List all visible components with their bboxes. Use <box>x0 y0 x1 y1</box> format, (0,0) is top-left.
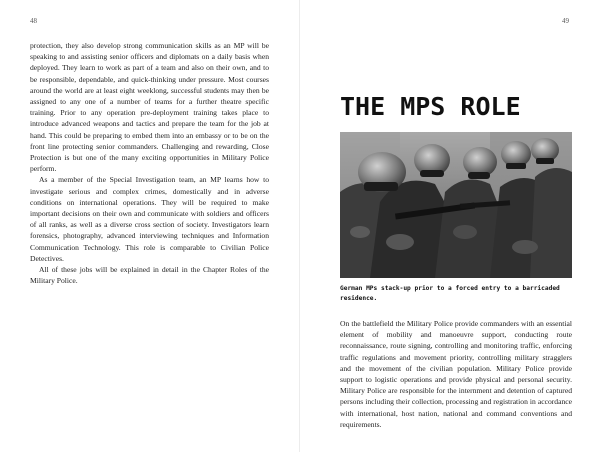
chapter-title: THE MPS ROLE <box>340 92 521 121</box>
soldiers-photo <box>340 132 572 278</box>
right-page-number: 49 <box>562 17 569 25</box>
left-paragraph-1: protection, they also develop strong communication skills as an MP will be speaking to and assisting senior officers and diplomats on a daily basis when deployed. They learn to work as part of a team and also on their own, and to be responsible, dependable, and quick-thinking under pressure. Most courses around the world are at least eight weeklong, successful students may then be assigned to any one of a number of teams for a further theatre specific training. Prior to any operation pre-deployment training takes place to introduce advanced weapons and tactics and prepare the team for the job at hand. This could be preparing to embed them into an embassy or to be on the front line protecting senior commanders. Challenging and rewarding, Close Protection is but one of the many exciting opportunities in Military Police perform. <box>30 41 269 174</box>
left-page-body <box>30 40 269 286</box>
left-page-number: 48 <box>30 17 37 25</box>
left-paragraph-3: All of these jobs will be explained in detail in the Chapter Roles of the Military Police. <box>30 265 269 286</box>
right-paragraph-1: On the battlefield the Military Police provide commanders with an essential element of mobility and manoeuvre support, conducting route reconnaissance, route signing, controlling and monitoring traffic, enforcing traffic regulations and movement priority, controlling military stragglers and the movement of the civilian population. Military Police provide support to logistic operations and provide physical and personal security. Military Police are responsible for the internment and detention of captured persons including their collection, processing and registration in accordance with international, host nation, national and command conventions and requirements. <box>340 319 572 429</box>
photo-caption: German MPs stack-up prior to a forced entry to a barricaded residence. <box>340 285 560 302</box>
right-page-body <box>340 318 572 430</box>
left-paragraph-2: As a member of the Special Investigation team, an MP learns how to investigate serious and complex crimes, domestically and in adverse conditions on international operations. They will be required to make important decisions on their own and communicate with soldiers and officers of all ranks, as well as a diverse cross section of society. Investigators learn forensics, photography, advanced interviewing techniques and Information Communication Technology. This role is comparable to Civilian Police Detectives. <box>30 175 269 263</box>
